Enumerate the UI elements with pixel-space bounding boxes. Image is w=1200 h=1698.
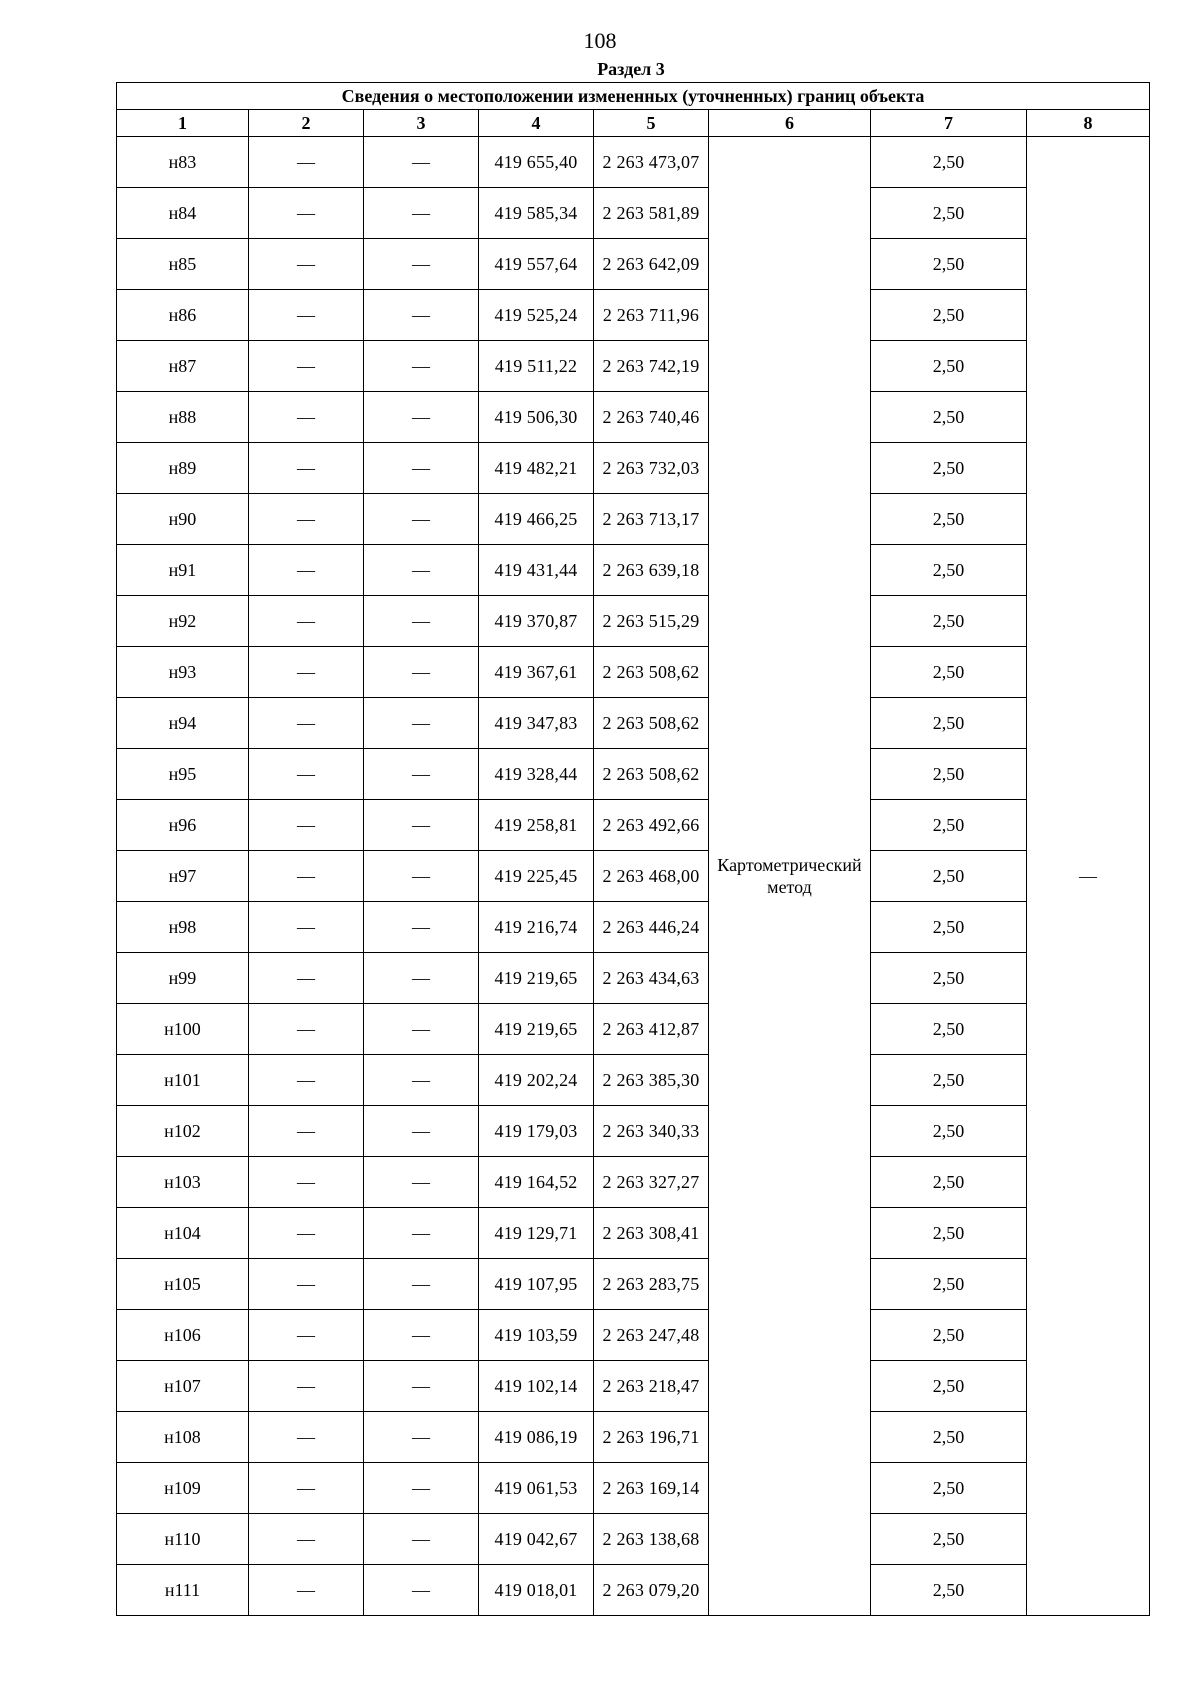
section-title: Раздел 3 [597,59,665,79]
y-coordinate-cell: 2 263 079,20 [594,1565,709,1616]
column3-cell: — [364,1361,479,1412]
y-coordinate-cell: 2 263 508,62 [594,749,709,800]
column3-cell: — [364,239,479,290]
table-row [117,953,1150,1004]
x-coordinate-cell: 419 202,24 [479,1055,594,1106]
table-row [117,1514,1150,1565]
y-coordinate-cell: 2 263 473,07 [594,137,709,188]
column3-cell: — [364,290,479,341]
x-coordinate-cell: 419 370,87 [479,596,594,647]
table-row [117,1463,1150,1514]
table-row [117,1310,1150,1361]
y-coordinate-cell: 2 263 642,09 [594,239,709,290]
column-number: 3 [364,110,479,137]
y-coordinate-cell: 2 263 340,33 [594,1106,709,1157]
column2-cell: — [249,596,364,647]
y-coordinate-cell: 2 263 327,27 [594,1157,709,1208]
accuracy-cell: 2,50 [871,1514,1027,1565]
table-row [117,1412,1150,1463]
accuracy-cell: 2,50 [871,1361,1027,1412]
y-coordinate-cell: 2 263 247,48 [594,1310,709,1361]
y-coordinate-cell: 2 263 412,87 [594,1004,709,1055]
accuracy-cell: 2,50 [871,596,1027,647]
column2-cell: — [249,1157,364,1208]
column3-cell: — [364,800,479,851]
table-caption: Сведения о местоположении измененных (уточненных) границ объекта [117,83,1150,110]
x-coordinate-cell: 419 164,52 [479,1157,594,1208]
point-cell: н111 [117,1565,249,1616]
point-cell: н101 [117,1055,249,1106]
point-cell: н85 [117,239,249,290]
point-cell: н100 [117,1004,249,1055]
point-cell: н98 [117,902,249,953]
table-row [117,1208,1150,1259]
accuracy-cell: 2,50 [871,698,1027,749]
column3-cell: — [364,1208,479,1259]
column2-cell: — [249,1208,364,1259]
x-coordinate-cell: 419 086,19 [479,1412,594,1463]
table-row [117,545,1150,596]
table-row [117,1106,1150,1157]
column2-cell: — [249,545,364,596]
column-number: 5 [594,110,709,137]
point-cell: н107 [117,1361,249,1412]
accuracy-cell: 2,50 [871,392,1027,443]
column3-cell: — [364,1463,479,1514]
accuracy-cell: 2,50 [871,1310,1027,1361]
column3-cell: — [364,1259,479,1310]
table-row [117,1259,1150,1310]
column2-cell: — [249,749,364,800]
point-cell: н84 [117,188,249,239]
y-coordinate-cell: 2 263 581,89 [594,188,709,239]
point-cell: н97 [117,851,249,902]
x-coordinate-cell: 419 511,22 [479,341,594,392]
x-coordinate-cell: 419 061,53 [479,1463,594,1514]
table-row [117,596,1150,647]
page-number: 108 [583,28,617,53]
accuracy-cell: 2,50 [871,953,1027,1004]
y-coordinate-cell: 2 263 508,62 [594,698,709,749]
column2-cell: — [249,239,364,290]
table-row [117,698,1150,749]
y-coordinate-cell: 2 263 742,19 [594,341,709,392]
accuracy-cell: 2,50 [871,800,1027,851]
table-row [117,494,1150,545]
column8-cell: — [1027,137,1150,1616]
x-coordinate-cell: 419 525,24 [479,290,594,341]
column3-cell: — [364,392,479,443]
point-cell: н109 [117,1463,249,1514]
y-coordinate-cell: 2 263 732,03 [594,443,709,494]
x-coordinate-cell: 419 042,67 [479,1514,594,1565]
x-coordinate-cell: 419 328,44 [479,749,594,800]
column3-cell: — [364,1514,479,1565]
point-cell: н90 [117,494,249,545]
column3-cell: — [364,698,479,749]
column2-cell: — [249,851,364,902]
x-coordinate-cell: 419 466,25 [479,494,594,545]
column3-cell: — [364,1055,479,1106]
accuracy-cell: 2,50 [871,545,1027,596]
point-cell: н88 [117,392,249,443]
accuracy-cell: 2,50 [871,443,1027,494]
table-row [117,1157,1150,1208]
point-cell: н92 [117,596,249,647]
point-cell: н96 [117,800,249,851]
column3-cell: — [364,953,479,1004]
x-coordinate-cell: 419 179,03 [479,1106,594,1157]
y-coordinate-cell: 2 263 308,41 [594,1208,709,1259]
column3-cell: — [364,1412,479,1463]
table-row [117,800,1150,851]
point-cell: н91 [117,545,249,596]
y-coordinate-cell: 2 263 138,68 [594,1514,709,1565]
column2-cell: — [249,290,364,341]
x-coordinate-cell: 419 216,74 [479,902,594,953]
point-cell: н94 [117,698,249,749]
point-cell: н104 [117,1208,249,1259]
accuracy-cell: 2,50 [871,1055,1027,1106]
x-coordinate-cell: 419 482,21 [479,443,594,494]
point-cell: н106 [117,1310,249,1361]
column3-cell: — [364,749,479,800]
column3-cell: — [364,1106,479,1157]
point-cell: н89 [117,443,249,494]
accuracy-cell: 2,50 [871,137,1027,188]
table-row [117,1565,1150,1616]
x-coordinate-cell: 419 258,81 [479,800,594,851]
y-coordinate-cell: 2 263 385,30 [594,1055,709,1106]
y-coordinate-cell: 2 263 283,75 [594,1259,709,1310]
point-cell: н99 [117,953,249,1004]
point-cell: н86 [117,290,249,341]
column-number-row [117,110,1150,137]
column2-cell: — [249,800,364,851]
y-coordinate-cell: 2 263 508,62 [594,647,709,698]
accuracy-cell: 2,50 [871,1565,1027,1616]
x-coordinate-cell: 419 219,65 [479,953,594,1004]
point-cell: н87 [117,341,249,392]
column2-cell: — [249,1412,364,1463]
column3-cell: — [364,851,479,902]
y-coordinate-cell: 2 263 434,63 [594,953,709,1004]
column2-cell: — [249,647,364,698]
accuracy-cell: 2,50 [871,188,1027,239]
table-row [117,341,1150,392]
table-row [117,902,1150,953]
y-coordinate-cell: 2 263 713,17 [594,494,709,545]
column3-cell: — [364,137,479,188]
column2-cell: — [249,443,364,494]
column2-cell: — [249,902,364,953]
column2-cell: — [249,953,364,1004]
y-coordinate-cell: 2 263 446,24 [594,902,709,953]
table-body [117,137,1150,1616]
accuracy-cell: 2,50 [871,1106,1027,1157]
point-cell: н105 [117,1259,249,1310]
y-coordinate-cell: 2 263 740,46 [594,392,709,443]
y-coordinate-cell: 2 263 196,71 [594,1412,709,1463]
x-coordinate-cell: 419 225,45 [479,851,594,902]
column2-cell: — [249,1514,364,1565]
column3-cell: — [364,545,479,596]
column3-cell: — [364,902,479,953]
column2-cell: — [249,1004,364,1055]
table-row [117,392,1150,443]
accuracy-cell: 2,50 [871,749,1027,800]
x-coordinate-cell: 419 655,40 [479,137,594,188]
x-coordinate-cell: 419 102,14 [479,1361,594,1412]
column2-cell: — [249,1310,364,1361]
accuracy-cell: 2,50 [871,1463,1027,1514]
table-row [117,443,1150,494]
column2-cell: — [249,1055,364,1106]
accuracy-cell: 2,50 [871,290,1027,341]
column3-cell: — [364,494,479,545]
y-coordinate-cell: 2 263 492,66 [594,800,709,851]
column2-cell: — [249,1106,364,1157]
y-coordinate-cell: 2 263 218,47 [594,1361,709,1412]
method-cell: Картометрический метод [709,137,871,1616]
column2-cell: — [249,1463,364,1514]
column3-cell: — [364,1310,479,1361]
column-number: 1 [117,110,249,137]
y-coordinate-cell: 2 263 515,29 [594,596,709,647]
table-row [117,749,1150,800]
column2-cell: — [249,494,364,545]
column3-cell: — [364,596,479,647]
accuracy-cell: 2,50 [871,1208,1027,1259]
y-coordinate-cell: 2 263 169,14 [594,1463,709,1514]
x-coordinate-cell: 419 431,44 [479,545,594,596]
point-cell: н102 [117,1106,249,1157]
column3-cell: — [364,647,479,698]
table-row [117,647,1150,698]
x-coordinate-cell: 419 367,61 [479,647,594,698]
column2-cell: — [249,1565,364,1616]
x-coordinate-cell: 419 107,95 [479,1259,594,1310]
column2-cell: — [249,137,364,188]
column3-cell: — [364,1004,479,1055]
table-row [117,290,1150,341]
accuracy-cell: 2,50 [871,341,1027,392]
column-number: 7 [871,110,1027,137]
accuracy-cell: 2,50 [871,1412,1027,1463]
column3-cell: — [364,341,479,392]
column-number: 8 [1027,110,1150,137]
boundary-coordinates-table [116,82,1150,1616]
table-row [117,1004,1150,1055]
column2-cell: — [249,188,364,239]
y-coordinate-cell: 2 263 639,18 [594,545,709,596]
column3-cell: — [364,443,479,494]
column-number: 4 [479,110,594,137]
column2-cell: — [249,698,364,749]
table-row [117,1361,1150,1412]
y-coordinate-cell: 2 263 468,00 [594,851,709,902]
column3-cell: — [364,1157,479,1208]
point-cell: н93 [117,647,249,698]
point-cell: н103 [117,1157,249,1208]
point-cell: н83 [117,137,249,188]
point-cell: н110 [117,1514,249,1565]
x-coordinate-cell: 419 585,34 [479,188,594,239]
table-row [117,188,1150,239]
table-row [117,1055,1150,1106]
point-cell: н95 [117,749,249,800]
column2-cell: — [249,341,364,392]
x-coordinate-cell: 419 506,30 [479,392,594,443]
accuracy-cell: 2,50 [871,1004,1027,1055]
x-coordinate-cell: 419 347,83 [479,698,594,749]
column2-cell: — [249,392,364,443]
x-coordinate-cell: 419 018,01 [479,1565,594,1616]
x-coordinate-cell: 419 557,64 [479,239,594,290]
x-coordinate-cell: 419 129,71 [479,1208,594,1259]
table-row [117,239,1150,290]
accuracy-cell: 2,50 [871,1157,1027,1208]
table-row [117,851,1150,902]
column2-cell: — [249,1361,364,1412]
accuracy-cell: 2,50 [871,494,1027,545]
accuracy-cell: 2,50 [871,1259,1027,1310]
column-number: 6 [709,110,871,137]
column3-cell: — [364,188,479,239]
column3-cell: — [364,1565,479,1616]
column2-cell: — [249,1259,364,1310]
point-cell: н108 [117,1412,249,1463]
accuracy-cell: 2,50 [871,851,1027,902]
column-number: 2 [249,110,364,137]
accuracy-cell: 2,50 [871,239,1027,290]
x-coordinate-cell: 419 103,59 [479,1310,594,1361]
table-row [117,137,1150,188]
accuracy-cell: 2,50 [871,902,1027,953]
y-coordinate-cell: 2 263 711,96 [594,290,709,341]
x-coordinate-cell: 419 219,65 [479,1004,594,1055]
accuracy-cell: 2,50 [871,647,1027,698]
